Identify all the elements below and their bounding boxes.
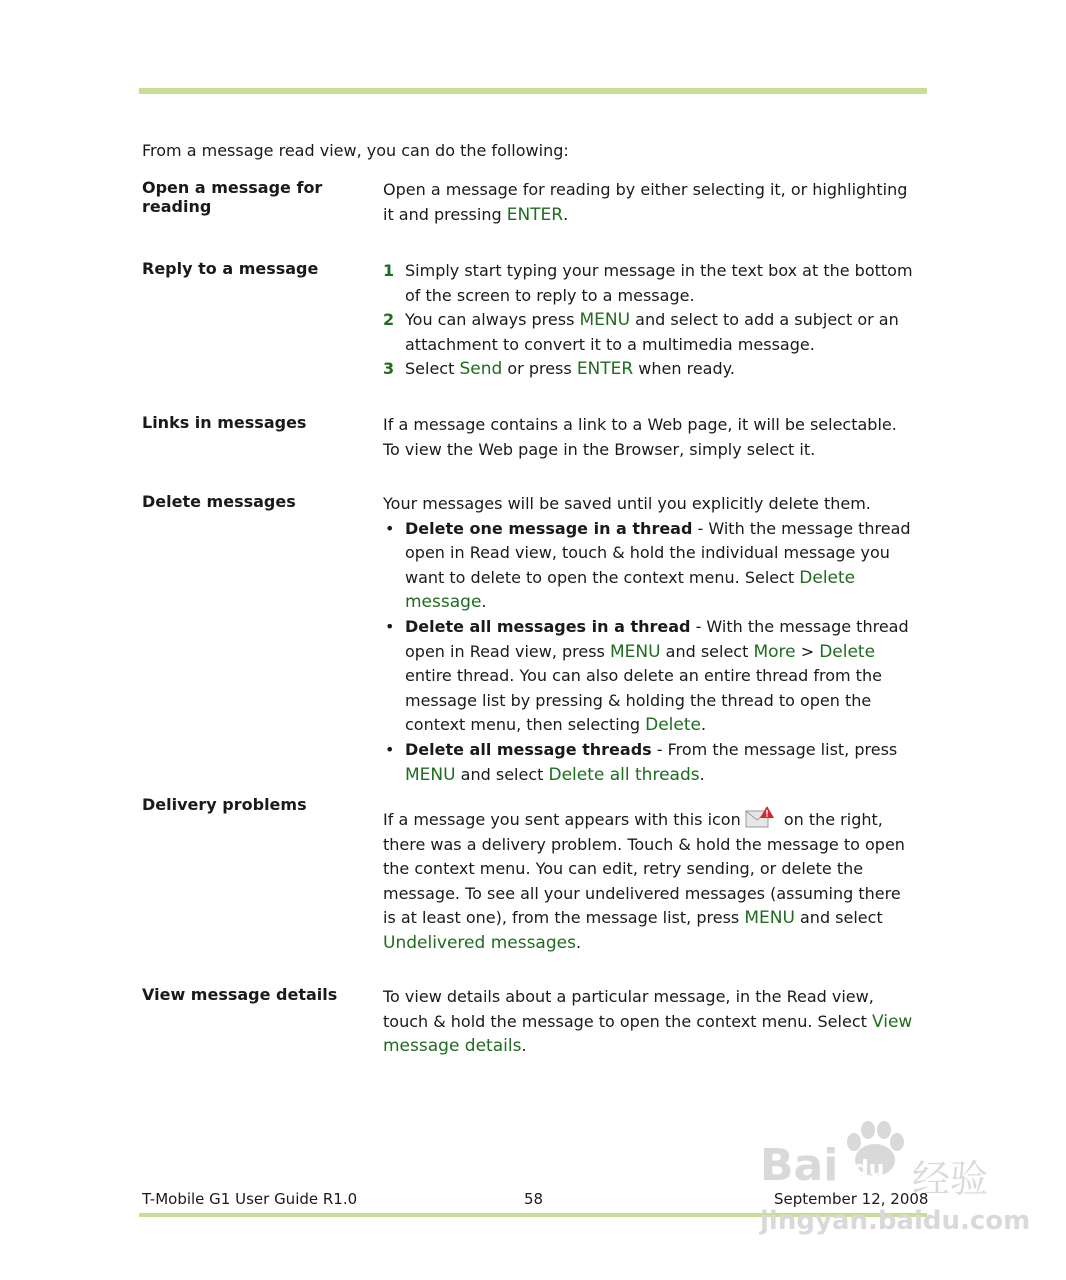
term-links: Links in messages xyxy=(142,413,307,432)
desc-links: If a message contains a link to a Web page, it will be selectable. To view the Web page in the Browser, simply select it. xyxy=(383,415,897,459)
intro-text: From a message read view, you can do the following: xyxy=(142,141,569,160)
key-menu: MENU xyxy=(579,310,631,331)
step-1: 1 Simply start typing your message in the text box at the bottom of the screen to reply to a message. xyxy=(383,261,913,305)
key-enter: ENTER xyxy=(506,204,564,225)
term-details: View message details xyxy=(142,985,338,1004)
key-menu: MENU xyxy=(744,908,795,929)
key-delete: Delete xyxy=(819,641,876,662)
watermark-du: du xyxy=(853,1157,885,1182)
envelope-warning-icon xyxy=(745,805,775,829)
key-view-details: View message details xyxy=(383,1011,913,1057)
watermark-brand: Bai xyxy=(760,1140,839,1191)
term-delivery: Delivery problems xyxy=(142,795,307,814)
key-send: Send xyxy=(459,359,503,380)
delete-intro: Your messages will be saved until you explicitly delete them. xyxy=(383,494,871,513)
key-delete-all-threads: Delete all threads xyxy=(548,764,700,785)
desc-delete xyxy=(383,492,913,787)
watermark-url: jingyan.baidu.com xyxy=(760,1206,1031,1236)
desc-open-message: Open a message for reading by either selecting it, or highlighting it and pressing ENTER. xyxy=(383,180,908,225)
key-undelivered: Undelivered messages xyxy=(383,932,576,953)
desc-reply xyxy=(383,259,913,382)
step-2: 2 You can always press MENU and select to add a subject or an attachment to convert it to a multimedia message. xyxy=(383,310,899,354)
bullet-delete-thread: • Delete all messages in a thread - With the message thread open in Read view, press MENU and select More > Delete entire thread. You can also delete an entire thread from the message list by pressing & holding the thread to open the context menu, then selecting Delete. xyxy=(383,615,913,738)
footer-page-number: 58 xyxy=(524,1190,544,1208)
term-reply: Reply to a message xyxy=(142,259,319,278)
footer-date: September 12, 2008 xyxy=(774,1190,929,1208)
watermark-cn: 经验 xyxy=(912,1157,989,1201)
step-3: 3 Select Send or press ENTER when ready. xyxy=(383,359,735,380)
bullet-delete-all: • Delete all message threads - From the message list, press MENU and select Delete all threads. xyxy=(383,738,913,787)
key-delete: Delete xyxy=(645,715,701,736)
term-delete: Delete messages xyxy=(142,492,296,511)
key-enter: ENTER xyxy=(576,359,634,380)
key-menu: MENU xyxy=(405,764,456,785)
key-delete-message: Delete message xyxy=(405,567,856,613)
bullet-delete-one: • Delete one message in a thread - With the message thread open in Read view, touch & hold the individual message you want to delete to open the context menu. Select Delete message. xyxy=(383,517,913,615)
key-menu: MENU xyxy=(609,641,661,662)
desc-details: To view details about a particular message, in the Read view, touch & hold the message to open the context menu. Select View message details. xyxy=(383,987,913,1057)
footer-title: T-Mobile G1 User Guide R1.0 xyxy=(142,1190,358,1208)
term-open-message: Open a message for reading xyxy=(142,178,323,216)
desc-delivery: If a message you sent appears with this icon on the right, there was a delivery problem. Touch & hold the message to open the context menu. You can edit, retry sending, or delete the message. To see all your undelivered messages (assuming there is at least one), from the message list, press MENU and select Undelivered messages. xyxy=(383,805,913,956)
top-rule xyxy=(139,88,927,94)
key-more: More xyxy=(753,641,796,662)
